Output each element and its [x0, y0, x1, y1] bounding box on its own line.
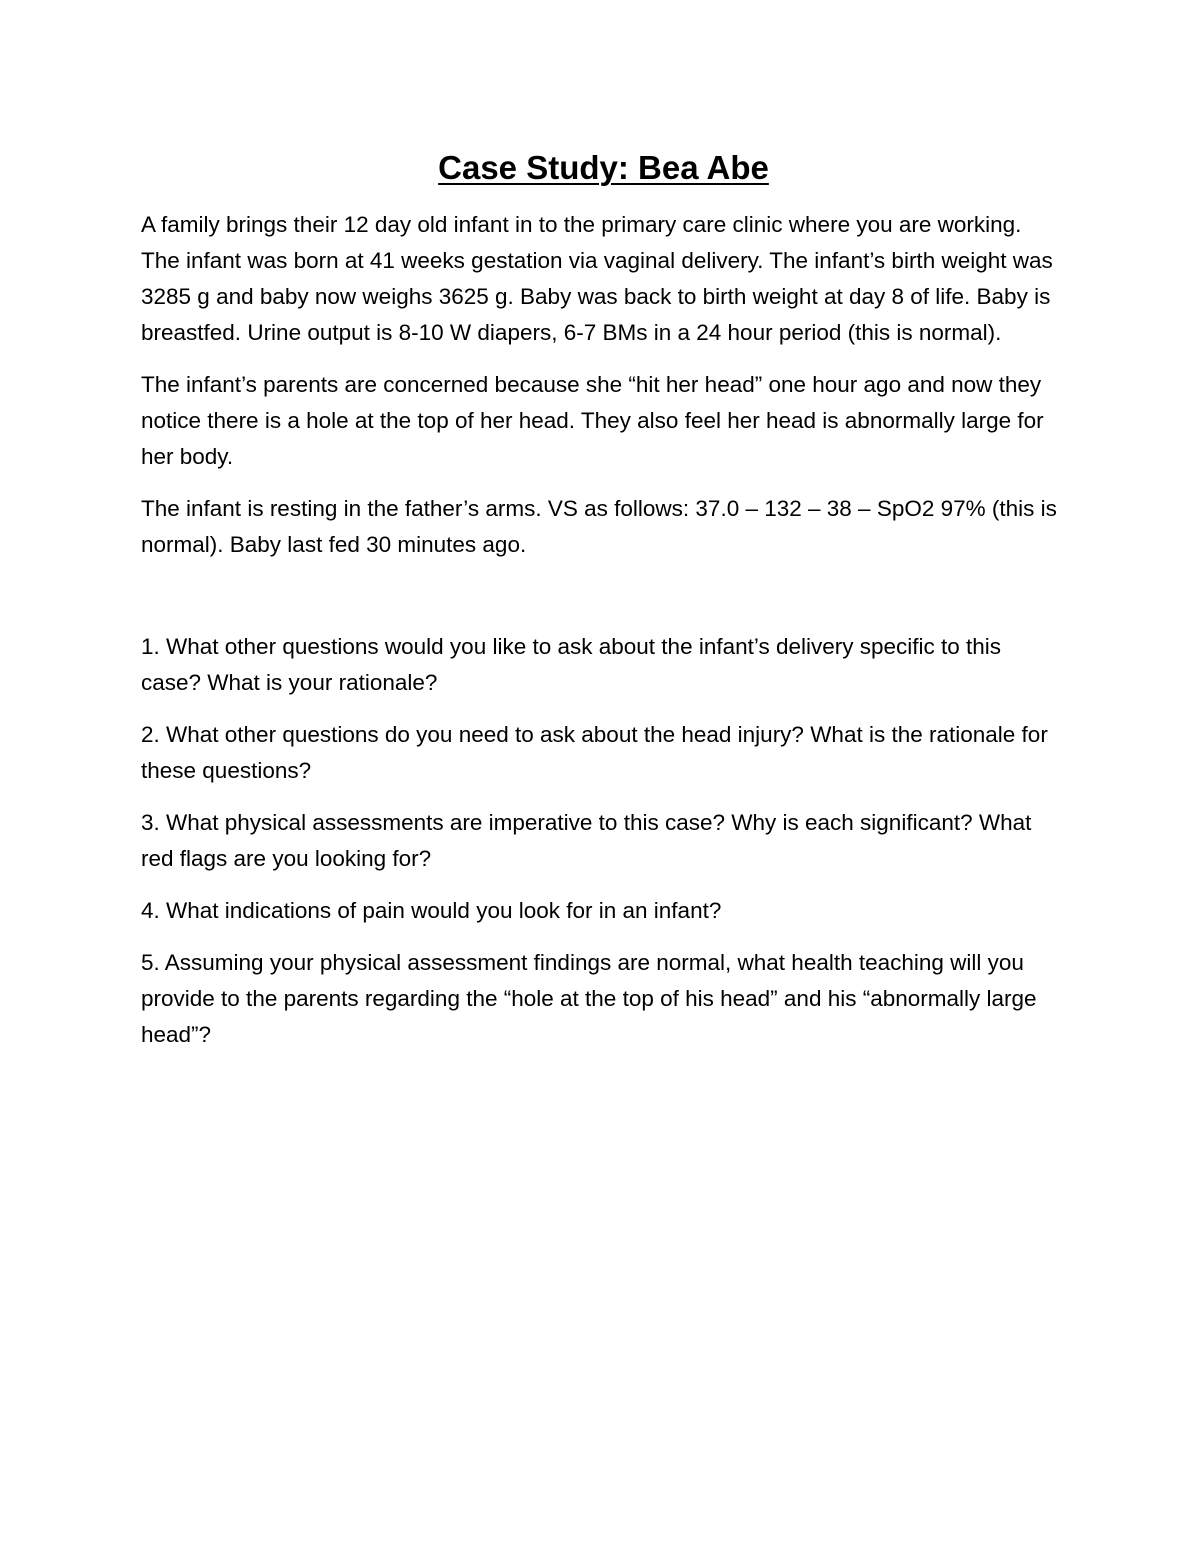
document-body: [141, 146, 1066, 1069]
question-4: 4. What indications of pain would you look for in an infant?: [141, 898, 722, 923]
case-paragraph-3: The infant is resting in the father’s arms. VS as follows: 37.0 – 132 – 38 – SpO2 97% (this is normal). Baby last fed 30 minutes ago.: [141, 496, 1057, 557]
case-paragraph-1: A family brings their 12 day old infant in to the primary care clinic where you are working. The infant was born at 41 weeks gestation via vaginal delivery. The infant’s birth weight was 3285 g and baby now weighs 3625 g. Baby was back to birth weight at day 8 of life. Baby is breastfed. Urine output is 8-10 W diapers, 6-7 BMs in a 24 hour period (this is normal).: [141, 212, 1053, 345]
question-3: 3. What physical assessments are imperative to this case? Why is each significant? What red flags are you looking for?: [141, 810, 1032, 871]
question-2: 2. What other questions do you need to ask about the head injury? What is the rationale for these questions?: [141, 722, 1048, 783]
document-title: Case Study: Bea Abe: [438, 149, 769, 186]
case-paragraph-2: The infant’s parents are concerned because she “hit her head” one hour ago and now they notice there is a hole at the top of her head. They also feel her head is abnormally large for her body.: [141, 372, 1044, 469]
question-5: 5. Assuming your physical assessment findings are normal, what health teaching will you provide to the parents regarding the “hole at the top of his head” and his “abnormally large head”?: [141, 950, 1037, 1047]
question-1: 1. What other questions would you like to ask about the infant’s delivery specific to this case? What is your rationale?: [141, 634, 1002, 695]
section-spacer: [141, 579, 1066, 629]
